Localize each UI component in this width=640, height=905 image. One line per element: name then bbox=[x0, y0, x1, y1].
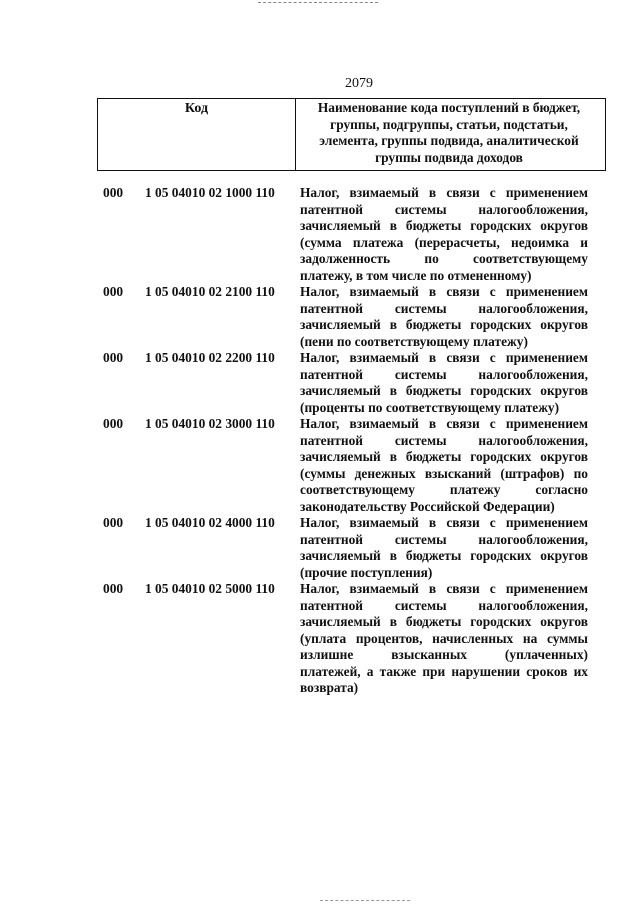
description-line: патентной системы налогообложения, bbox=[300, 531, 588, 547]
income-description bbox=[300, 284, 588, 350]
table-row bbox=[0, 284, 640, 350]
income-description bbox=[300, 581, 588, 697]
admin-code: 000 bbox=[103, 284, 124, 299]
description-line: патентной системы налогообложения, bbox=[300, 201, 588, 217]
admin-code: 000 bbox=[103, 185, 124, 200]
header-name-line: элемента, группы подвида, аналитической bbox=[319, 133, 579, 148]
header-name-line: Наименование кода поступлений в бюджет, bbox=[317, 100, 581, 115]
description-line: Налог, взимаемый в связи с применением bbox=[300, 284, 588, 299]
description-line: платежу, в том числе по отмененному) bbox=[300, 267, 532, 283]
description-line: (пени по соответствующему платежу) bbox=[300, 333, 528, 349]
income-code: 1 05 04010 02 4000 110 bbox=[145, 515, 275, 530]
admin-code: 000 bbox=[103, 581, 124, 596]
description-line: Налог, взимаемый в связи с применением bbox=[300, 581, 588, 596]
header-name-label bbox=[302, 100, 596, 166]
description-line: Налог, взимаемый в связи с применением bbox=[300, 515, 588, 530]
description-line: соответствующему платежу согласно bbox=[300, 482, 588, 497]
description-line: Налог, взимаемый в связи с применением bbox=[300, 185, 588, 200]
income-description bbox=[300, 515, 588, 581]
header-name-line: группы подвида доходов bbox=[375, 149, 523, 165]
description-line: патентной системы налогообложения, bbox=[300, 432, 588, 448]
description-line: патентной системы налогообложения, bbox=[300, 597, 588, 613]
table-row bbox=[0, 515, 640, 581]
description-line: патентной системы налогообложения, bbox=[300, 300, 588, 316]
description-line: патентной системы налогообложения, bbox=[300, 366, 588, 382]
description-line: возврата) bbox=[300, 680, 359, 695]
table-row bbox=[0, 350, 640, 416]
income-description bbox=[300, 350, 588, 416]
header-name-line: группы, подгруппы, статьи, подстатьи, bbox=[330, 116, 568, 132]
scan-artifact-top bbox=[258, 2, 378, 4]
table-header bbox=[97, 98, 606, 171]
description-line: задолженность по соответствующему bbox=[300, 251, 588, 266]
description-line: платежей, а также при нарушении сроков их bbox=[300, 663, 588, 679]
table-row bbox=[0, 581, 640, 697]
description-line: (сумма платежа (перерасчеты, недоимка и bbox=[300, 234, 588, 250]
income-description bbox=[300, 185, 588, 284]
income-code: 1 05 04010 02 2100 110 bbox=[145, 284, 275, 299]
income-code: 1 05 04010 02 5000 110 bbox=[145, 581, 275, 596]
description-line: Налог, взимаемый в связи с применением bbox=[300, 416, 588, 431]
description-line: излишне взысканных (уплаченных) bbox=[300, 647, 588, 662]
description-line: Налог, взимаемый в связи с применением bbox=[300, 350, 588, 365]
income-code: 1 05 04010 02 3000 110 bbox=[145, 416, 275, 431]
description-line: (уплата процентов, начисленных на суммы bbox=[300, 630, 588, 646]
description-line: (суммы денежных взысканий (штрафов) по bbox=[300, 465, 588, 481]
admin-code: 000 bbox=[103, 515, 124, 530]
income-description bbox=[300, 416, 588, 515]
scan-artifact-bottom bbox=[320, 900, 410, 902]
description-line: зачисляемый в бюджеты городских округов bbox=[300, 317, 588, 332]
admin-code: 000 bbox=[103, 416, 124, 431]
table-row bbox=[0, 185, 640, 284]
description-line: зачисляемый в бюджеты городских округов bbox=[300, 449, 588, 464]
income-code: 1 05 04010 02 1000 110 bbox=[145, 185, 275, 200]
description-line: зачисляемый в бюджеты городских округов bbox=[300, 548, 588, 563]
income-code: 1 05 04010 02 2200 110 bbox=[145, 350, 275, 365]
table-row bbox=[0, 416, 640, 515]
description-line: законодательству Российской Федерации) bbox=[300, 498, 555, 514]
description-line: (проценты по соответствующему платежу) bbox=[300, 399, 560, 415]
description-line: зачисляемый в бюджеты городских округов bbox=[300, 614, 588, 629]
description-line: зачисляемый в бюджеты городских округов bbox=[300, 218, 588, 233]
column-divider bbox=[295, 99, 296, 170]
page-number: 2079 bbox=[345, 76, 373, 91]
admin-code: 000 bbox=[103, 350, 124, 365]
description-line: зачисляемый в бюджеты городских округов bbox=[300, 383, 588, 398]
header-code-label: Код bbox=[184, 101, 209, 116]
description-line: (прочие поступления) bbox=[300, 564, 433, 580]
income-code-list bbox=[0, 185, 640, 697]
